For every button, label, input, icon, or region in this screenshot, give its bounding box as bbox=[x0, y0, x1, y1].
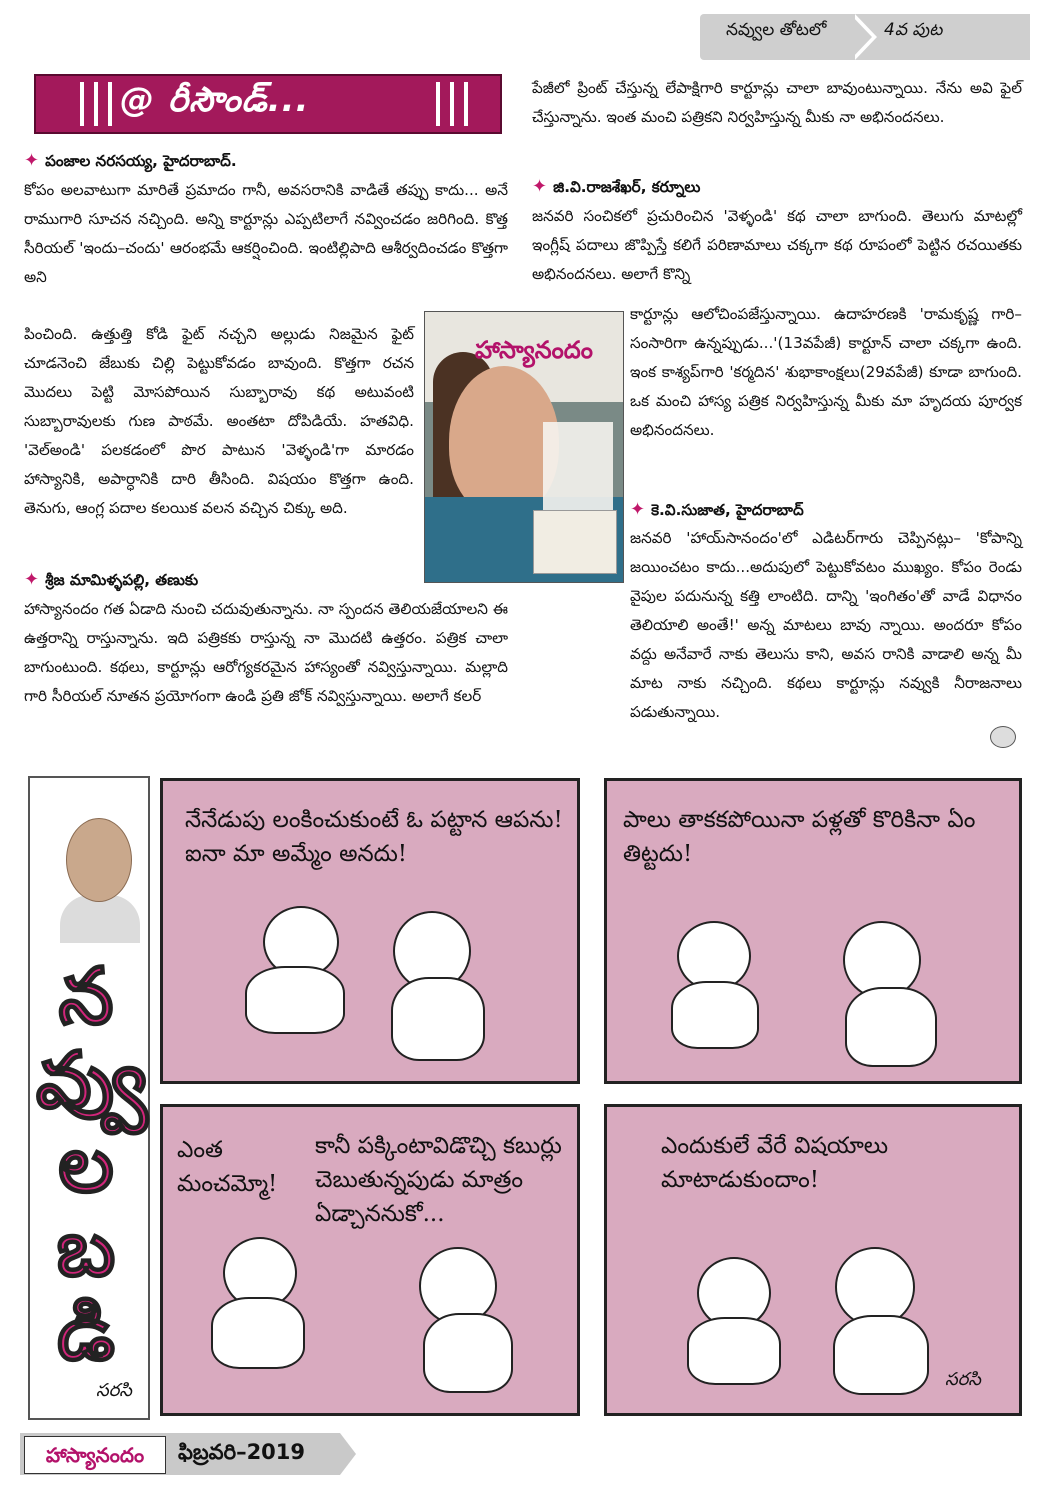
letter-text: జనవరి 'హాయ్‌సానందం'లో ఎడిటర్‌గారు చెప్పినట్లు– 'కోపాన్ని జయించటం కాదు...అదుపులో పెట్టుకోవటం ముఖ్యం. కోపం రెండు వైపుల పదునున్న కత్తి లాంటిది. దాన్ని 'ఇంగితం'తో వాడే విధానం తెలియాలి అంతే!' అన్న మాటలు బావు న్నాయి. అందరూ కోపం వద్దు అనేవారే నాకు తెలుసు కాని, అవస రానికి వాడాలి అన్న మీ మాట నాకు నచ్చింది. కథలు కార్టూన్లు నవ్వుకి నీరాజనాలు పడుతున్నాయి. bbox=[630, 529, 1022, 721]
baby-body bbox=[833, 1315, 929, 1395]
diamond-icon: ✦ bbox=[630, 499, 646, 520]
letter-2-cont bbox=[532, 74, 1022, 132]
banner-stripe bbox=[80, 82, 84, 126]
letter-author: ✦ కె.వి.సుజాత, హైదరాబాద్ bbox=[630, 499, 804, 520]
section-title: నవ్వుల తోటలో bbox=[726, 20, 827, 40]
girl-body bbox=[245, 966, 345, 1034]
banner-stripe bbox=[94, 82, 98, 126]
letter-text: జనవరి సంచికలో ప్రచురించిన 'వెళ్ళండి' కథ చాలా బాగుంది. తెలుగు మాటల్లో ఇంగ్లీష్ పదాలు జొప్పిస్తే కలిగే పరిణామాలు చక్కగా కథ రూపంలో పెట్టిన రచయితకు అభినందనలు. అలాగే కొన్ని bbox=[532, 207, 1022, 283]
magazine-cover-image bbox=[424, 311, 624, 583]
baby-body bbox=[391, 977, 485, 1061]
end-mark-icon bbox=[990, 726, 1016, 748]
baby-body bbox=[423, 1313, 513, 1393]
letter-text: కోపం అలవాటుగా మారితే ప్రమాదం గానీ, అవసరానికి వాడితే తప్పు కాదు... అనే రాముగారి సూచన నచ్చింది. అన్ని కార్టూన్లు ఎప్పటిలాగే నవ్వించడం జరిగింది. కొత్త సీరియల్ 'ఇందు–చందు' ఆరంభమే ఆకర్షించింది. ఇంటిల్లిపాది ఆశీర్వదించడం కొత్తగా అని bbox=[24, 181, 508, 286]
diamond-icon: ✦ bbox=[24, 569, 40, 590]
cover-logo: హాస్యానందం bbox=[475, 336, 593, 364]
letter-author: ✦ శ్రీజ మామిళ్ళపల్లి, తణుకు bbox=[24, 569, 199, 590]
letter-text: పేజీలో ప్రింట్ చేస్తున్న లేపాక్షిగారి కార్టూన్లు చాలా బావుంటున్నాయి. నేను అవి ఫైల్ చేస్తున్నాను. ఇంత మంచి పత్రికని నిర్వహిస్తున్న మీకు నా అభినందనలు. bbox=[532, 79, 1022, 126]
banner-title: @ రీసౌండ్... bbox=[120, 80, 310, 120]
artist-signature: సరసి bbox=[96, 1380, 132, 1401]
letter-1-cont bbox=[24, 320, 414, 523]
cartoon-panel-1 bbox=[160, 778, 580, 1084]
diamond-icon: ✦ bbox=[24, 150, 40, 171]
letter-1 bbox=[24, 146, 508, 292]
letter-2 bbox=[24, 565, 508, 711]
letter-4-head bbox=[630, 495, 1022, 525]
panel-dialogue: పాలు తాకకపోయినా పళ్లతో కొరికినా ఏం తిట్టదు! bbox=[623, 807, 976, 867]
letter-text: కార్టూన్లు ఆలోచింపజేస్తున్నాయి. ఉదాహరణకి 'రామకృష్ణ గారి–సంసారిగా ఉన్నప్పుడు...'(13వపేజీ) కార్టూన్ చాలా చక్కగా ఉంది. ఇంక కాశ్యప్‌గారి 'కర్మదిన' శుభాకాంక్షలు(29వపేజీ) కూడా బాగుంది. ఒక మంచి హాస్య పత్రిక నిర్వహిస్తున్న మీకు మా హృదయ పూర్వక అభినందనలు. bbox=[630, 305, 1022, 439]
panel-dialogue: ఎందుకులే వేరే విషయాలు మాటాడుకుందాం! bbox=[661, 1133, 889, 1193]
letter-text: పించింది. ఉత్తుత్తి కోడి ఫైట్ నచ్చని అల్లుడు నిజమైన ఫైట్ చూడనెంచి జేబుకు చిల్లి పెట్టుకోవడం బావుంది. కొత్తగా రచన మొదలు పెట్టి మోసపోయిన సుబ్బారావు కథ అటువంటి సుబ్బారావులకు గుణ పాఠమే. అంతటా దోపిడియే. హతవిధి. 'వెల్అండి' పలకడంలో పొర పాటున 'వెళ్ళండి'గా మారడం హాస్యానికి, అపార్ధానికి దారి తీసింది. విషయం కొత్తగా ఉంది. తెనుగు, ఆంగ్ల పదాల కలయిక వలన వచ్చిన చిక్కు అది. bbox=[24, 325, 414, 517]
diamond-icon: ✦ bbox=[532, 176, 548, 197]
banner-stripe bbox=[450, 82, 454, 126]
artist-photo bbox=[66, 818, 132, 902]
artist-signature: సరసి bbox=[945, 1369, 981, 1390]
artist-photo-shirt bbox=[60, 895, 140, 943]
banner-stripe bbox=[436, 82, 440, 126]
banner-stripe bbox=[464, 82, 468, 126]
letter-text: హాస్యానందం గత ఏడాది నుంచి చదువుతున్నాను. నా స్పందన తెలియజేయాలని ఈ ఉత్తరాన్ని రాస్తున్నాను. ఇది పత్రికకు రాస్తున్న నా మొదటి ఉత్తరం. పత్రిక చాలా బాగుంటుంది. కథలు, కార్టూన్లు ఆరోగ్యకరమైన హాస్యంతో నవ్విస్తున్నాయి. మల్లాది గారి సీరియల్ నూతన ప్రయోగంగా ఉండి ప్రతి జోక్ నవ్విస్తున్నాయి. అలాగే కలర్ bbox=[24, 600, 508, 705]
cover-inset bbox=[533, 510, 617, 574]
letter-4 bbox=[630, 524, 1022, 727]
panel-dialogue: నేనేడుపు లంకించుకుంటే ఓ పట్టాన ఆపను! ఐనా మా అమ్మేం అనదు! bbox=[185, 807, 563, 867]
letter-author: ✦ జి.వి.రాజశేఖర్, కర్నూలు bbox=[532, 176, 701, 197]
cartoon-series-title: న వ్వు ల బ డి bbox=[36, 952, 148, 1378]
letter-3 bbox=[532, 172, 1022, 289]
cartoon-panel-2 bbox=[604, 778, 1022, 1084]
footer-chevron bbox=[340, 1433, 356, 1475]
footer-logo: హాస్యానందం bbox=[24, 1436, 166, 1474]
baby-body bbox=[845, 987, 937, 1067]
letter-3-cont bbox=[630, 300, 1022, 445]
banner-stripe bbox=[108, 82, 112, 126]
cartoon-panel-3 bbox=[160, 1104, 580, 1416]
girl-body bbox=[687, 1317, 781, 1385]
footer-date: ఫిబ్రవరి–2019 bbox=[178, 1440, 306, 1464]
girl-body bbox=[211, 1297, 305, 1369]
cartoon-panel-4 bbox=[604, 1104, 1022, 1416]
letter-author: ✦ పంజాల నరసయ్య, హైదరాబాద్. bbox=[24, 150, 237, 171]
panel-dialogue: కానీ పక్కింటావిడొచ్చి కబుర్లు చెబుతున్నపుడు మాత్రం ఏడ్చాననుకో... bbox=[315, 1133, 562, 1227]
girl-body bbox=[671, 981, 759, 1049]
panel-dialogue: ఎంత మంచమ్మో! bbox=[177, 1137, 278, 1197]
header-chevron-fill bbox=[850, 14, 872, 60]
page-number: 4వ పుట bbox=[884, 20, 943, 40]
